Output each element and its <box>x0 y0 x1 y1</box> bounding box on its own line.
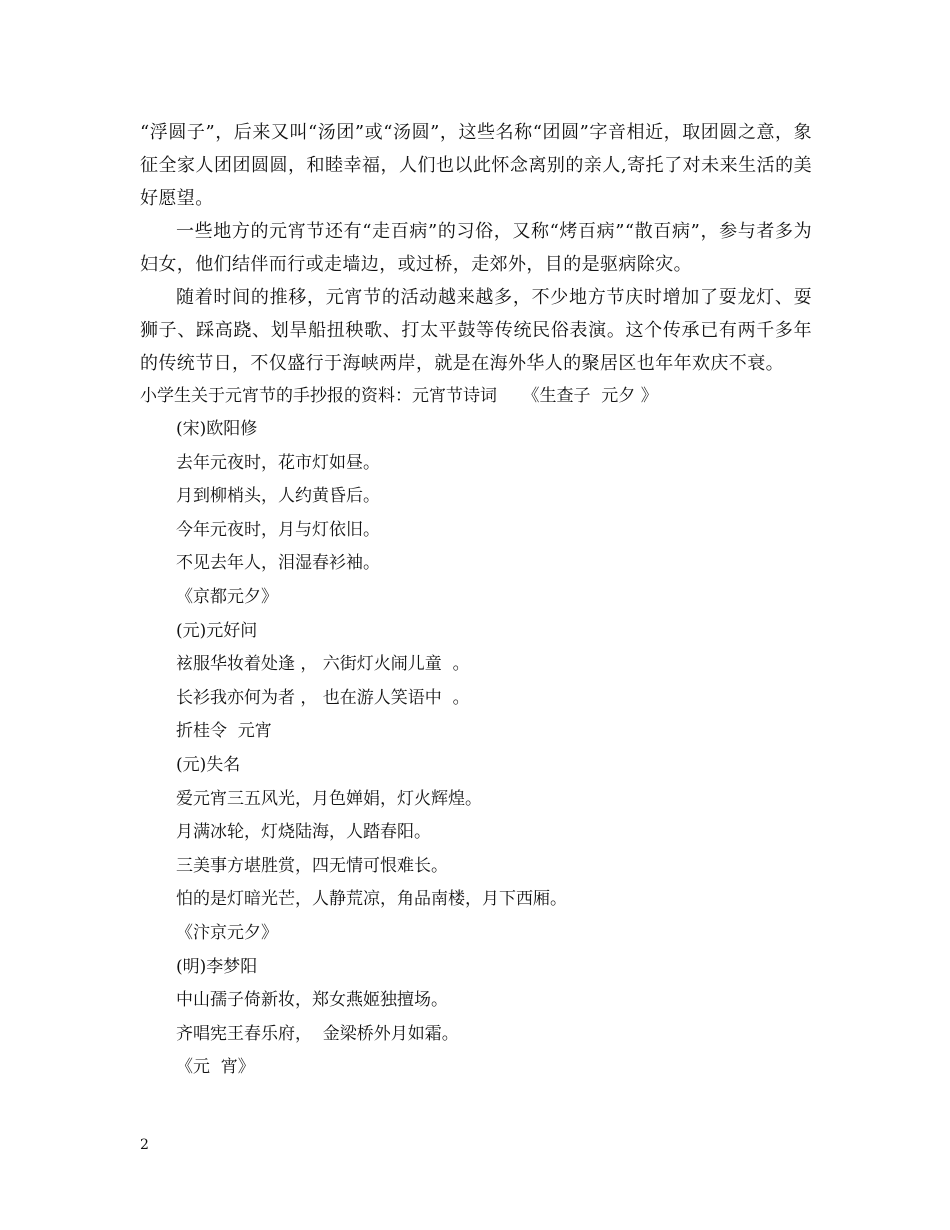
paragraph-zoubaibing: 一些地方的元宵节还有“走百病”的习俗，又称“烤百病”“散百病”，参与者多为妇女，他们结伴而行或走墙边，或过桥，走郊外，目的是驱病除灾。 <box>140 221 812 275</box>
poem-line: 齐唱宪王春乐府， 金梁桥外月如霜。 <box>176 1023 459 1044</box>
poem-line: 长衫我亦何为者 ， 也在游人笑语中 。 <box>176 687 470 708</box>
paragraph-folk-performances: 随着时间的推移，元宵节的活动越来越多，不少地方节庆时增加了耍龙灯、耍狮子、踩高跷、划旱船扭秧歌、打太平鼓等传统民俗表演。这个传承已有两千多年的传统节日，不仅盛行于海峡两岸，就是在海外华人的聚居区也年年欢庆不衰。 <box>140 287 812 374</box>
poem-title-zheguiling: 折桂令 元宵 <box>176 721 272 742</box>
poem-title-bianjing-yuanxi: 《汴京元夕》 <box>176 922 278 943</box>
poem-line: 爱元宵三五风光，月色婵娟，灯火辉煌。 <box>176 788 482 809</box>
poem-line: 今年元夜时，月与灯依旧。 <box>176 519 380 540</box>
poem-line-author-ouyangxiu: (宋)欧阳修 <box>176 419 258 439</box>
poem-line: 月满冰轮，灯烧陆海，人踏春阳。 <box>176 822 431 843</box>
poem-line: 去年元夜时，花市灯如昼。 <box>176 452 380 473</box>
section-heading: 小学生关于元宵节的手抄报的资料：元宵节诗词 《生查子 元夕 》 <box>140 386 658 406</box>
poem-line-author-shiming: (元)失名 <box>176 754 241 775</box>
poem-line-author-yuanhaowen: (元)元好问 <box>176 620 258 641</box>
poem-line: 不见去年人，泪湿春衫袖。 <box>176 553 380 574</box>
poem-line: 月到柳梢头，人约黄昏后。 <box>176 486 380 507</box>
poem-list <box>140 413 812 1085</box>
poem-line: 怕的是灯暗光芒，人静荒凉，角品南楼，月下西厢。 <box>176 889 567 910</box>
poem-title-yuanxiao: 《元 宵》 <box>176 1057 255 1078</box>
poem-line: 袨服华妆着处逢 ， 六街灯火闹儿童 。 <box>176 654 470 675</box>
poem-line-author-limengyang: (明)李梦阳 <box>176 956 258 977</box>
poem-title-jingdu-yuanxi: 《京都元夕》 <box>176 586 278 607</box>
poem-line: 三美事方堪胜赏，四无情可恨难长。 <box>176 855 448 876</box>
page-content <box>140 116 812 1085</box>
poem-line: 中山孺子倚新妆，郑女燕姬独擅场。 <box>176 990 448 1011</box>
page-number: 2 <box>140 1137 149 1153</box>
paragraph-tangyuan: “浮圆子”，后来又叫“汤团”或“汤圆”，这些名称“团圆”字音相近，取团圆之意，象征全家人团团圆圆，和睦幸福，人们也以此怀念离别的亲人,寄托了对未来生活的美好愿望。 <box>140 122 812 209</box>
